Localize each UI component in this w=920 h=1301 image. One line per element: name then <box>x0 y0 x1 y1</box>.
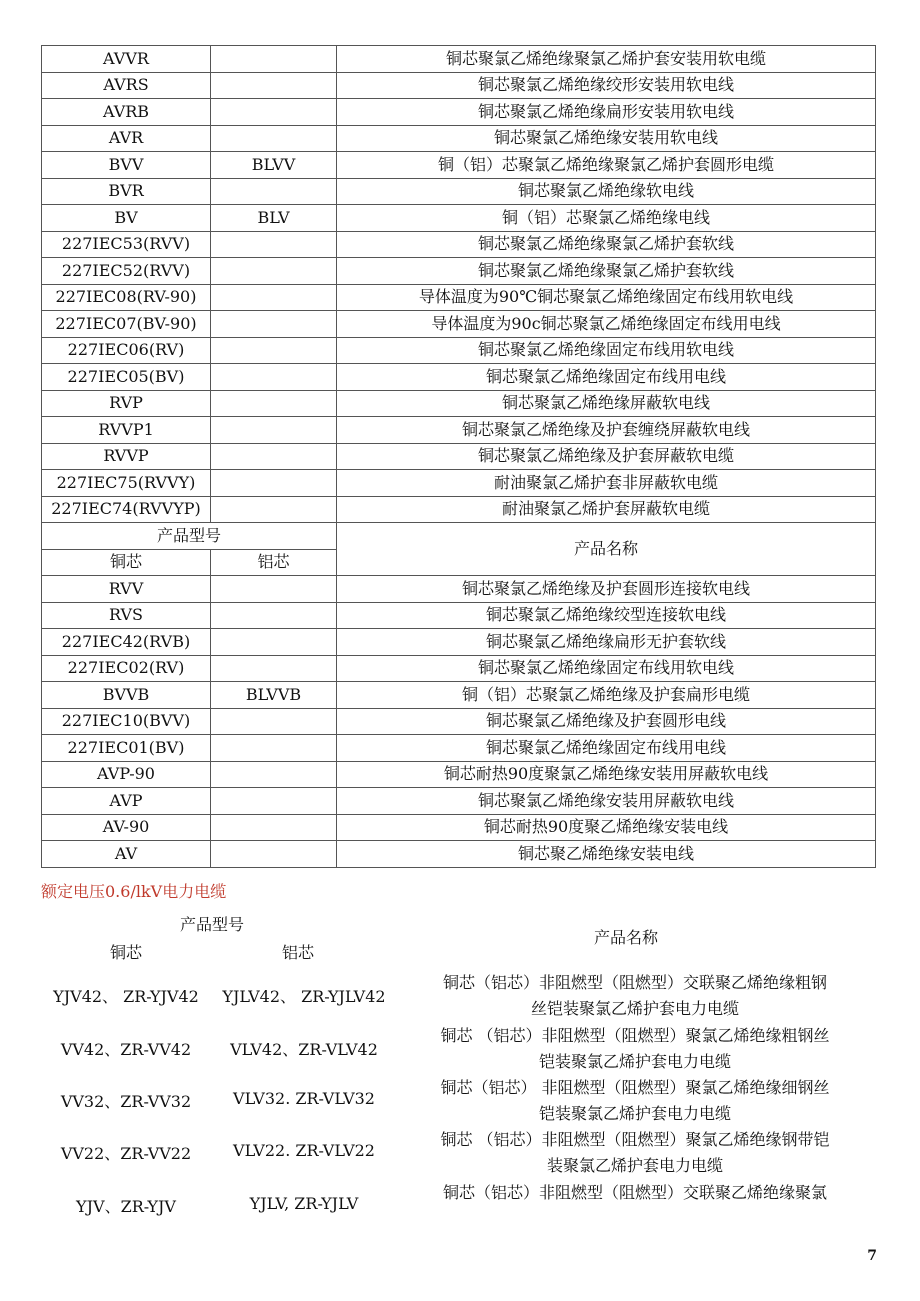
model-al <box>211 258 337 285</box>
product-name: 铜芯聚氯乙烯绝缘安装用软电线 <box>337 125 876 152</box>
model-al: BLVVB <box>211 682 337 709</box>
product-name <box>395 1180 875 1206</box>
model-al <box>211 311 337 338</box>
power-cable-row <box>41 1075 875 1127</box>
table-row <box>42 814 876 841</box>
product-name: 铜芯聚氯乙烯绝缘及护套缠绕屏蔽软电线 <box>337 417 876 444</box>
table-row <box>42 682 876 709</box>
table-row <box>42 417 876 444</box>
product-name: 铜芯聚氯乙烯绝缘软电线 <box>337 178 876 205</box>
model-al <box>211 470 337 497</box>
product-name: 铜芯耐热90度聚氯乙烯绝缘安装用屏蔽软电线 <box>337 761 876 788</box>
model-cu: BV <box>42 205 211 232</box>
product-name: 铜芯耐热90度聚乙烯绝缘安装电线 <box>337 814 876 841</box>
model-al <box>211 99 337 126</box>
t2-header-name: 产品名称 <box>594 928 659 947</box>
product-name: 导体温度为90℃铜芯聚氯乙烯绝缘固定布线用软电线 <box>337 284 876 311</box>
product-name: 铜芯聚氯乙烯绝缘及护套圆形连接软电线 <box>337 576 876 603</box>
product-name: 铜芯聚氯乙烯绝缘固定布线用电线 <box>337 735 876 762</box>
model-al: BLVV <box>211 152 337 179</box>
table-row <box>42 496 876 523</box>
product-name-line1: 铜芯 （铝芯）非阻燃型（阻燃型）聚氯乙烯绝缘钢带铠 <box>440 1130 830 1149</box>
model-cu: 227IEC05(BV) <box>42 364 211 391</box>
t2-header-cu: 铜芯 <box>110 943 143 962</box>
model-cu: 227IEC10(BVV) <box>42 708 211 735</box>
model-al <box>211 231 337 258</box>
model-cu: VV22、ZR-VV22 <box>60 1144 192 1163</box>
product-name: 铜芯聚氯乙烯绝缘及护套圆形电线 <box>337 708 876 735</box>
model-al <box>211 125 337 152</box>
model-cu: AVRB <box>42 99 211 126</box>
model-cu: 227IEC74(RVVYP) <box>42 496 211 523</box>
product-name: 铜芯聚乙烯绝缘安装电线 <box>337 841 876 868</box>
product-name: 铜芯聚氯乙烯绝缘固定布线用软电线 <box>337 655 876 682</box>
model-al <box>211 178 337 205</box>
product-name: 铜芯聚氯乙烯绝缘绞型连接软电线 <box>337 602 876 629</box>
model-al <box>211 655 337 682</box>
table-row <box>42 311 876 338</box>
model-al <box>211 284 337 311</box>
product-name: 铜芯聚氯乙烯绝缘绞形安装用软电线 <box>337 72 876 99</box>
model-al <box>211 735 337 762</box>
table-row <box>42 337 876 364</box>
table-row <box>42 178 876 205</box>
table-row <box>42 841 876 868</box>
product-name: 导体温度为90c铜芯聚氯乙烯绝缘固定布线用电线 <box>337 311 876 338</box>
table-row <box>42 99 876 126</box>
table-row <box>42 443 876 470</box>
product-name: 铜芯聚氯乙烯绝缘扁形安装用软电线 <box>337 99 876 126</box>
model-cu: RVP <box>42 390 211 417</box>
power-cable-row <box>41 970 875 1022</box>
model-cu: AV <box>42 841 211 868</box>
model-cu: VV32、ZR-VV32 <box>60 1092 192 1111</box>
power-cable-row <box>41 1180 875 1232</box>
model-al <box>211 337 337 364</box>
table-row <box>42 258 876 285</box>
table-row <box>42 735 876 762</box>
table-row <box>42 152 876 179</box>
model-cu: YJV、ZR-YJV <box>76 1197 176 1216</box>
model-al <box>211 496 337 523</box>
model-al <box>211 761 337 788</box>
model-al <box>211 443 337 470</box>
model-cu: AVP-90 <box>42 761 211 788</box>
model-al <box>211 390 337 417</box>
table-row <box>42 125 876 152</box>
model-al <box>211 72 337 99</box>
table-row <box>42 761 876 788</box>
model-cu: AVR <box>42 125 211 152</box>
model-cu: RVS <box>42 602 211 629</box>
model-al <box>211 576 337 603</box>
model-cu: RVVP1 <box>42 417 211 444</box>
model-al <box>211 364 337 391</box>
model-cu: AVRS <box>42 72 211 99</box>
t2-header-model: 产品型号 <box>180 915 245 934</box>
product-name: 铜（铝）芯聚氯乙烯绝缘聚氯乙烯护套圆形电缆 <box>337 152 876 179</box>
product-name: 铜芯聚氯乙烯绝缘聚氯乙烯护套软线 <box>337 258 876 285</box>
product-name-line1: 铜芯 （铝芯）非阻燃型（阻燃型）聚氯乙烯绝缘粗钢丝 <box>440 1026 830 1045</box>
model-al <box>211 602 337 629</box>
table-row <box>42 364 876 391</box>
product-name-line2: 铠装聚氯乙烯护套电力电缆 <box>538 1052 731 1071</box>
product-name: 铜芯聚氯乙烯绝缘固定布线用电线 <box>337 364 876 391</box>
product-name: 铜芯聚氯乙烯绝缘固定布线用软电线 <box>337 337 876 364</box>
model-cu: BVVB <box>42 682 211 709</box>
model-al <box>211 417 337 444</box>
model-al <box>211 841 337 868</box>
model-al <box>211 46 337 73</box>
model-cu: BVV <box>42 152 211 179</box>
product-name <box>395 970 875 1022</box>
model-cu: BVR <box>42 178 211 205</box>
product-name <box>395 1127 875 1179</box>
header-cu: 铜芯 <box>42 549 211 576</box>
model-cu: 227IEC42(RVB) <box>42 629 211 656</box>
model-cu: RVV <box>42 576 211 603</box>
product-name-line1: 铜芯（铝芯）非阻燃型（阻燃型）交联聚乙烯绝缘聚氯 <box>442 1183 827 1202</box>
product-name-line2: 铠装聚氯乙烯护套电力电缆 <box>538 1104 731 1123</box>
table-row <box>42 576 876 603</box>
model-cu: VV42、ZR-VV42 <box>60 1040 192 1059</box>
table-row <box>42 655 876 682</box>
power-cable-row <box>41 1127 875 1179</box>
table-row <box>42 46 876 73</box>
table-row <box>42 629 876 656</box>
table-row <box>42 708 876 735</box>
page-number: 7 <box>867 1248 877 1264</box>
model-cu: AVP <box>42 788 211 815</box>
model-al <box>211 629 337 656</box>
table-row <box>42 284 876 311</box>
product-name: 铜芯聚氯乙烯绝缘安装用屏蔽软电线 <box>337 788 876 815</box>
model-al: VLV22. ZR-VLV22 <box>233 1141 375 1160</box>
table-row <box>42 470 876 497</box>
product-name-line1: 铜芯（铝芯） 非阻燃型（阻燃型）聚氯乙烯绝缘细钢丝 <box>440 1078 830 1097</box>
product-name: 铜芯聚氯乙烯绝缘扁形无护套软线 <box>337 629 876 656</box>
cable-model-table <box>41 45 876 868</box>
model-cu: 227IEC53(RVV) <box>42 231 211 258</box>
header-name: 产品名称 <box>337 523 876 576</box>
table-row <box>42 390 876 417</box>
model-cu: 227IEC06(RV) <box>42 337 211 364</box>
product-name: 铜（铝）芯聚氯乙烯绝缘及护套扁形电缆 <box>337 682 876 709</box>
product-name-line1: 铜芯（铝芯）非阻燃型（阻燃型）交联聚乙烯绝缘粗钢 <box>442 973 827 992</box>
table-row <box>42 72 876 99</box>
product-name-line2: 丝铠装聚氯乙烯护套电力电缆 <box>530 999 739 1018</box>
header-model: 产品型号 <box>42 523 337 550</box>
product-name: 铜芯聚氯乙烯绝缘屏蔽软电线 <box>337 390 876 417</box>
model-al: YJLV, ZR-YJLV <box>249 1194 359 1213</box>
product-name: 耐油聚氯乙烯护套非屏蔽软电缆 <box>337 470 876 497</box>
product-name: 铜芯聚氯乙烯绝缘聚氯乙烯护套安装用软电缆 <box>337 46 876 73</box>
table-row <box>42 231 876 258</box>
product-name <box>395 1023 875 1075</box>
model-al <box>211 708 337 735</box>
product-name: 耐油聚氯乙烯护套屏蔽软电缆 <box>337 496 876 523</box>
product-name <box>395 1075 875 1127</box>
model-cu: RVVP <box>42 443 211 470</box>
model-cu: YJV42、 ZR-YJV42 <box>53 987 199 1006</box>
model-cu: 227IEC02(RV) <box>42 655 211 682</box>
model-al: VLV42、ZR-VLV42 <box>230 1040 378 1059</box>
section-title: 额定电压0.6/lkV电力电缆 <box>41 882 227 901</box>
power-cable-row <box>41 1023 875 1075</box>
model-cu: 227IEC75(RVVY) <box>42 470 211 497</box>
model-al: YJLV42、 ZR-YJLV42 <box>222 987 386 1006</box>
model-cu: 227IEC52(RVV) <box>42 258 211 285</box>
table-row <box>42 205 876 232</box>
model-cu: AVVR <box>42 46 211 73</box>
model-cu: 227IEC08(RV-90) <box>42 284 211 311</box>
table-header-row <box>42 523 876 550</box>
t2-header-al: 铝芯 <box>282 943 315 962</box>
product-name-line2: 装聚氯乙烯护套电力电缆 <box>546 1156 723 1175</box>
model-al: BLV <box>211 205 337 232</box>
model-al <box>211 814 337 841</box>
header-al: 铝芯 <box>211 549 337 576</box>
model-cu: AV-90 <box>42 814 211 841</box>
table-row <box>42 788 876 815</box>
product-name: 铜芯聚氯乙烯绝缘聚氯乙烯护套软线 <box>337 231 876 258</box>
product-name: 铜芯聚氯乙烯绝缘及护套屏蔽软电缆 <box>337 443 876 470</box>
model-al <box>211 788 337 815</box>
model-cu: 227IEC01(BV) <box>42 735 211 762</box>
model-al: VLV32. ZR-VLV32 <box>233 1089 375 1108</box>
model-cu: 227IEC07(BV-90) <box>42 311 211 338</box>
product-name: 铜（铝）芯聚氯乙烯绝缘电线 <box>337 205 876 232</box>
table-row <box>42 602 876 629</box>
